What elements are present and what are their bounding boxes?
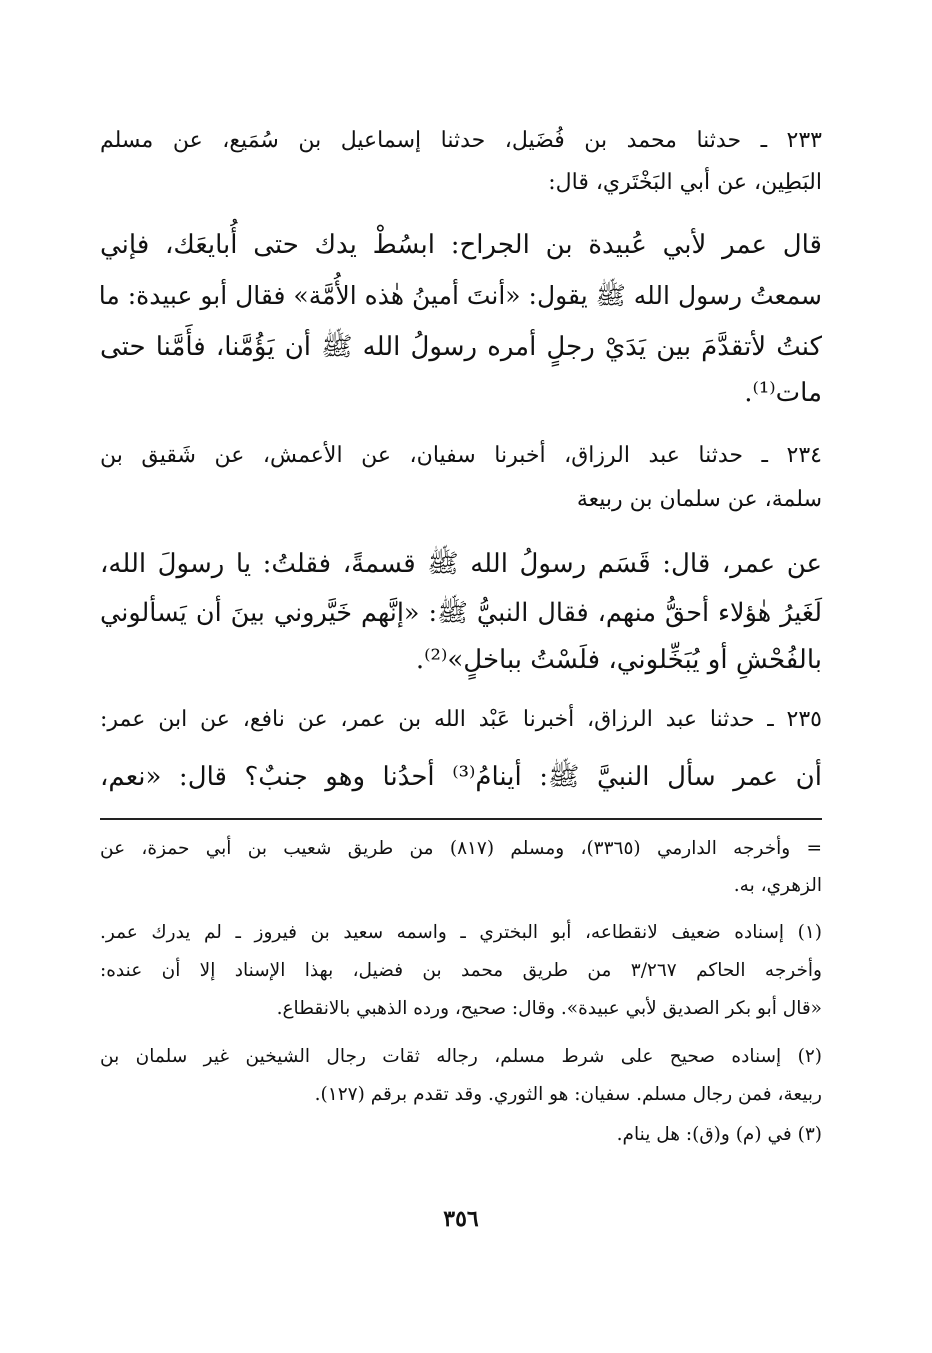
footnote-line-4: وأخرجه الحاكم ٣/٢٦٧ من طريق محمد بن فضيل، بهذا الإسناد إلا أن عنده:: [100, 960, 822, 981]
hadith-233-matn-line-2: سمعتُ رسول الله ﷺ يقول: «أنتَ أمينُ هٰذه الأُمَّة» فقال أبو عبيدة: ما: [98, 281, 822, 310]
hadith-233-matn-line-4: مات⁽¹⁾.: [744, 378, 822, 408]
footnote-line-7: ربيعة، فمن رجال مسلم. سفيان: هو الثوري. وقد تقدم برقم (١٢٧).: [314, 1084, 822, 1105]
hadith-234-matn-line-3: بالفُحْشِ أو يُبَخِّلوني، فلَسْتُ بباخلٍ»⁽²⁾.: [415, 645, 822, 675]
footnote-line-1: = وأخرجه الدارمي (٣٣٦٥)، ومسلم (٨١٧) من طريق شعيب بن أبي حمزة، عن: [100, 838, 823, 859]
footnote-line-5: «قال أبو بكر الصديق لأبي عبيدة». وقال: صحيح، ورده الذهبي بالانقطاع.: [276, 998, 822, 1019]
page-number: ٣٥٦: [443, 1206, 479, 1232]
hadith-234-isnad-line-2: سلمة، عن سلمان بن ربيعة: [576, 487, 822, 512]
hadith-233-isnad-line-1: ٢٣٣ ـ حدثنا محمد بن فُضَيل، حدثنا إسماعيل بن سُمَيع، عن مسلم: [100, 128, 822, 153]
footnote-line-6: (٢) إسناده صحيح على شرط مسلم، رجاله ثقات رجال الشيخين غير سلمان بن: [100, 1046, 822, 1067]
footnote-line-2: الزهري، به.: [733, 875, 822, 896]
footnote-line-3: (١) إسناده ضعيف لانقطاعه، أبو البختري ـ واسمه سعيد بن فيروز ـ لم يدرك عمر.: [100, 922, 822, 943]
hadith-234-matn-line-2: لَغَيرُ هٰؤلاء أحقُّ منهم، فقال النبيُّ ﷺ: «إنَّهم خَيَّروني بينَ أن يَسألوني: [100, 598, 822, 628]
hadith-234-isnad-line-1: ٢٣٤ ـ حدثنا عبد الرزاق، أخبرنا سفيان، عن الأعمش، عن شَقيق بن: [100, 443, 822, 468]
hadith-233-matn-line-3: كنتُ لأتقدَّمَ بين يَدَيْ رجلٍ أمره رسولُ الله ﷺ أن يَؤُمَّنا، فأَمَّنا حتى: [100, 332, 822, 362]
hadith-235-isnad-line-1: ٢٣٥ ـ حدثنا عبد الرزاق، أخبرنا عَبْد الله بن عمر، عن نافع، عن ابن عمر:: [100, 707, 822, 732]
footnote-line-8: (٣) في (م) و(ق): هل ينام.: [616, 1124, 822, 1145]
hadith-233-matn-line-1: قال عمر لأبي عُبيدة بن الجراح: ابسُطْ يدك حتى أُبايعَك، فإني: [100, 230, 822, 260]
hadith-234-matn-line-1: عن عمر، قال: قَسَم رسولُ الله ﷺ قسمةً، فقلتُ: يا رسولَ الله،: [100, 549, 822, 579]
footnote-divider: [100, 818, 822, 820]
hadith-233-isnad-line-2: البَطِين، عن أبي البَخْتَري، قال:: [548, 170, 822, 195]
hadith-235-matn-line-1: أن عمر سأل النبيَّ ﷺ: أينامُ⁽³⁾ أحدُنا وهو جنبٌ؟ قال: «نعم،: [100, 762, 822, 792]
book-page: [100, 0, 822, 1353]
